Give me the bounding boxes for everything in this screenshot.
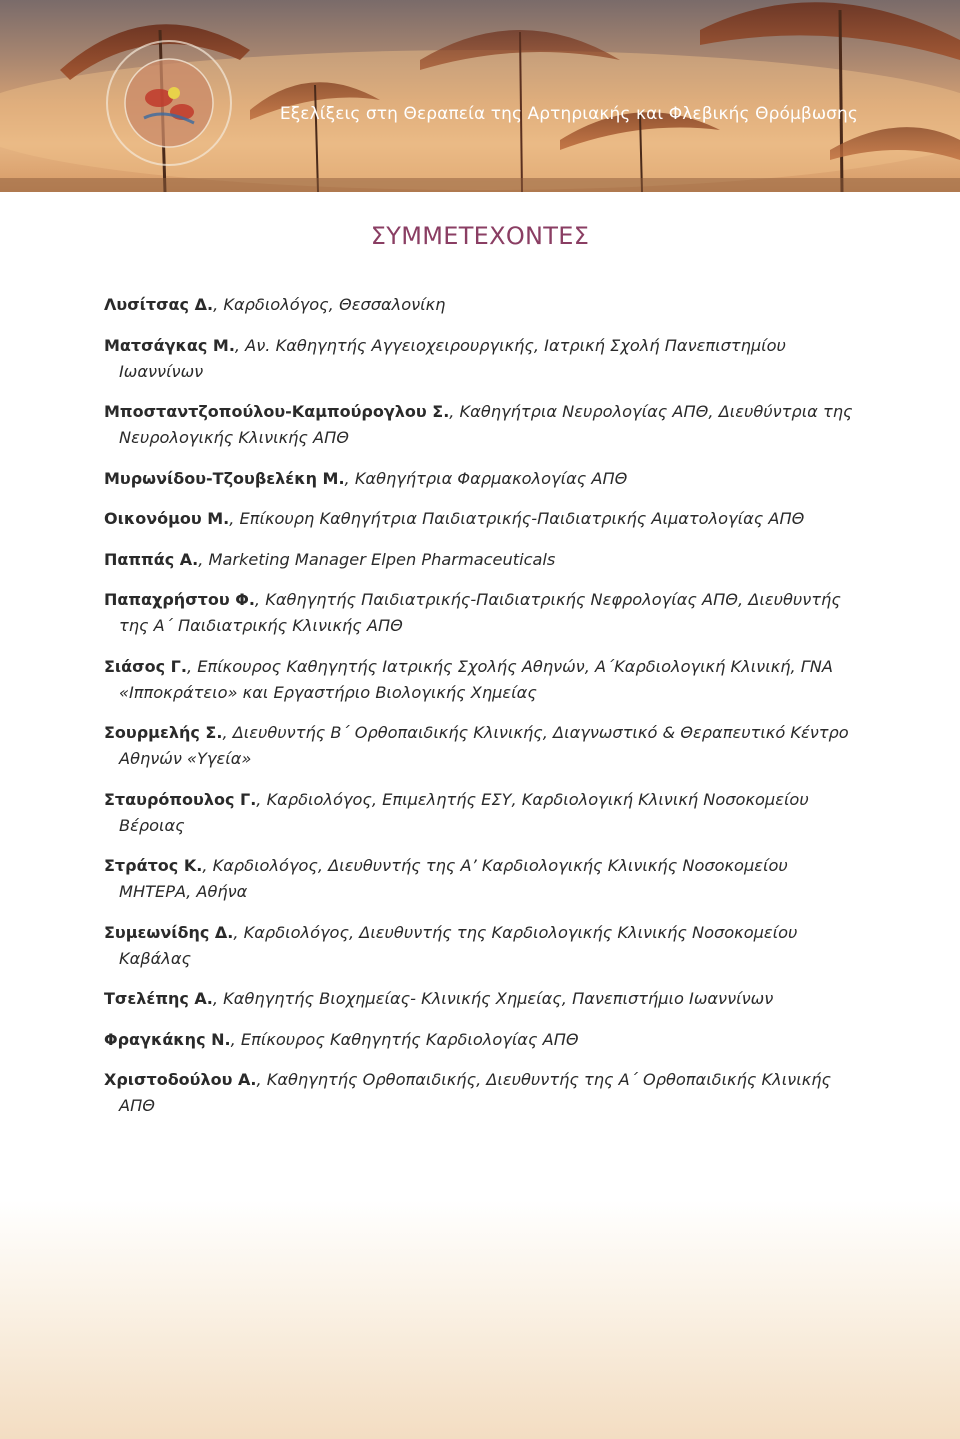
participant-name: Λυσίτσας Δ. xyxy=(104,295,214,314)
participant-desc: , Αν. Καθηγητής Αγγειοχειρουργικής, Ιατρική Σχολή Πανεπιστημίου Ιωαννίνων xyxy=(119,335,786,381)
participant-desc: , Επίκουρος Καθηγητής Ιατρικής Σχολής Αθηνών, Α΄Καρδιολογική Κλινική, ΓΝΑ «Ιπποκράτειο» και Εργαστήριο Βιολογικής Χημείας xyxy=(119,656,833,702)
participant-entry xyxy=(104,466,864,492)
participant-name: Χριστοδούλου Α. xyxy=(104,1070,257,1089)
participant-desc: , Καθηγητής Βιοχημείας- Κλινικής Χημείας, Πανεπιστήμιο Ιωαννίνων xyxy=(212,989,774,1008)
participant-name: Οικονόμου Μ. xyxy=(104,509,230,528)
bottom-fade xyxy=(0,1200,960,1439)
participant-entry xyxy=(104,547,864,573)
participant-desc: , Διευθυντής Β΄ Ορθοπαιδικής Κλινικής, Διαγνωστικό & Θεραπευτικό Κέντρο Αθηνών «Υγεία» xyxy=(119,723,849,768)
participant-desc: , Marketing Manager Elpen Pharmaceuticals xyxy=(198,549,556,569)
participant-desc: , Καθηγήτρια Νευρολογίας ΑΠΘ, Διευθύντρια της Νευρολογικής Κλινικής ΑΠΘ xyxy=(119,402,853,447)
participant-name: Στράτος Κ. xyxy=(104,856,203,875)
header-title: Εξελίξεις στη Θεραπεία της Αρτηριακής και Φλεβικής Θρόμβωσης xyxy=(279,104,858,124)
participant-desc: , Καθηγήτρια Φαρμακολογίας ΑΠΘ xyxy=(344,468,628,488)
participant-entry xyxy=(104,920,864,972)
participant-name: Ματσάγκας Μ. xyxy=(104,335,235,355)
participant-name: Παππάς Α. xyxy=(104,549,199,569)
participant-entry xyxy=(104,587,864,639)
participant-name: Μποσταντζοπούλου-Καμπούρογλου Σ. xyxy=(104,402,450,421)
participant-desc: , Επίκουρος Καθηγητής Καρδιολογίας ΑΠΘ xyxy=(230,1029,579,1049)
participant-entry xyxy=(104,1027,864,1053)
page-title: ΣΥΜΜΕΤΕΧΟΝΤΕΣ xyxy=(370,222,590,250)
participant-name: Συμεωνίδης Δ. xyxy=(104,922,234,942)
header-banner xyxy=(0,0,960,192)
participant-entry xyxy=(104,720,864,772)
participant-name: Παπαχρήστου Φ. xyxy=(104,590,255,609)
participant-name: Σουρμελής Σ. xyxy=(104,723,223,742)
participant-name: Σιάσος Γ. xyxy=(104,656,187,676)
society-seal-logo xyxy=(104,38,234,168)
participant-entry xyxy=(104,506,864,532)
participant-desc: , Καρδιολόγος, Διευθυντής της Α’ Καρδιολογικής Κλινικής Νοσοκομείου ΜΗΤΕΡΑ, Αθήνα xyxy=(119,856,788,901)
participant-name: Τσελέπης Α. xyxy=(104,989,213,1008)
participant-entry xyxy=(104,787,864,839)
participant-entry xyxy=(104,1067,864,1119)
participant-desc: , Καρδιολόγος, Θεσσαλονίκη xyxy=(213,295,446,314)
participant-entry xyxy=(104,853,864,905)
participant-entry xyxy=(104,986,864,1012)
participant-entry xyxy=(104,333,864,385)
participant-entry xyxy=(104,399,864,451)
participant-name: Σταυρόπουλος Γ. xyxy=(104,789,257,809)
participant-entry xyxy=(104,292,864,318)
participant-desc: , Καρδιολόγος, Διευθυντής της Καρδιολογικής Κλινικής Νοσοκομείου Καβάλας xyxy=(119,922,798,968)
participant-name: Φραγκάκης Ν. xyxy=(104,1029,231,1049)
participant-name: Μυρωνίδου-Τζουβελέκη Μ. xyxy=(104,468,345,488)
participant-desc: , Επίκουρη Καθηγήτρια Παιδιατρικής-Παιδιατρικής Αιματολογίας ΑΠΘ xyxy=(229,509,805,528)
participant-entry xyxy=(104,654,864,706)
participant-desc: , Καθηγητής Παιδιατρικής-Παιδιατρικής Νεφρολογίας ΑΠΘ, Διευθυντής της Α΄ Παιδιατρικής Κλινικής ΑΠΘ xyxy=(119,590,841,635)
participants-list xyxy=(104,292,864,1134)
participant-desc: , Καρδιολόγος, Επιμελητής ΕΣΥ, Καρδιολογική Κλινική Νοσοκομείου Βέροιας xyxy=(119,789,809,835)
participant-desc: , Καθηγητής Ορθοπαιδικής, Διευθυντής της Α΄ Ορθοπαιδικής Κλινικής ΑΠΘ xyxy=(119,1070,831,1115)
